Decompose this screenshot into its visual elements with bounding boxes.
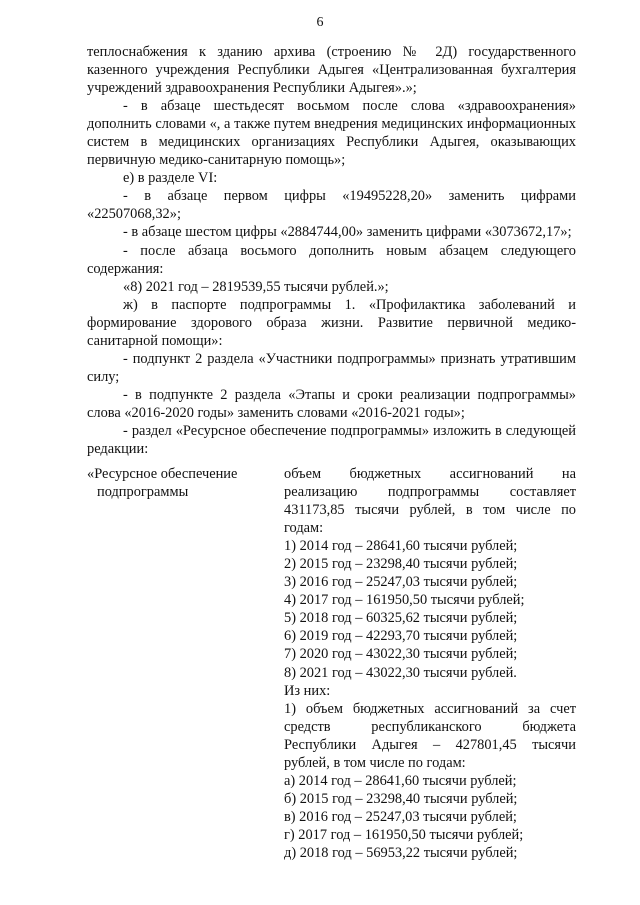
resource-label-column — [87, 465, 284, 862]
resource-value-column — [284, 465, 576, 862]
year-item: 3) 2016 год – 25247,03 тысячи рублей; — [284, 574, 518, 591]
republic-year-item: а) 2014 год – 28641,60 тысячи рублей; — [284, 772, 517, 789]
republic-budget-intro: 1) объем бюджетных ассигнований за счет средств республиканского бюджета Республики Адыгея – 427801,45 тысячи рублей, в том числе по годам: — [284, 700, 576, 771]
resource-provision-table — [87, 465, 576, 862]
paragraph-2021-total: «8) 2021 год – 2819539,55 тысячи рублей.»; — [123, 278, 389, 295]
resource-label-line1: «Ресурсное обеспечение — [87, 466, 238, 482]
year-item: 5) 2018 год – 60325,62 тысячи рублей; — [284, 610, 518, 627]
republic-year-item: д) 2018 год – 56953,22 тысячи рублей; — [284, 844, 518, 861]
paragraph-after-eighth-abzac: - после абзаца восьмого дополнить новым абзацем следующего содержания: — [87, 242, 576, 277]
year-item: 1) 2014 год – 28641,60 тысячи рублей; — [284, 538, 518, 555]
document-body — [87, 43, 576, 458]
republic-year-item: в) 2016 год – 25247,03 тысячи рублей; — [284, 808, 517, 825]
page-number: 6 — [316, 15, 324, 30]
paragraph-subprogram-passport: ж) в паспорте подпрограммы 1. «Профилактика заболеваний и формирование здорового образа жизни. Развитие первичной медико-санитарной помощи»: — [87, 296, 576, 349]
paragraph-resource-section: - раздел «Ресурсное обеспечение подпрограммы» изложить в следующей редакции: — [87, 422, 576, 458]
resource-intro: объем бюджетных ассигнований на реализацию подпрограммы составляет 431173,85 тысячи рублей, в том числе по годам: — [284, 466, 576, 537]
paragraph-participants: - подпункт 2 раздела «Участники подпрограммы» признать утратившим силу; — [87, 350, 576, 385]
paragraph-68th-abzac: - в абзаце шестьдесят восьмом после слова «здравоохранения» дополнить словами «, а также путем внедрения медицинских информационных систем в медицинских организациях Республики Адыгея, оказывающих первичную медико-санитарную помощь»; — [87, 98, 576, 169]
year-item: 6) 2019 год – 42293,70 тысячи рублей; — [284, 628, 518, 645]
republic-year-item: б) 2015 год – 23298,40 тысячи рублей; — [284, 790, 518, 807]
paragraph-first-abzac-digits: - в абзаце первом цифры «19495228,20» заменить цифрами «22507068,32»; — [87, 188, 576, 223]
year-item: 2) 2015 год – 23298,40 тысячи рублей; — [284, 556, 518, 573]
republic-year-item: г) 2017 год – 161950,50 тысячи рублей; — [284, 826, 524, 843]
year-item: 7) 2020 год – 43022,30 тысячи рублей; — [284, 646, 518, 663]
of-them-label: Из них: — [284, 682, 331, 699]
year-item: 8) 2021 год – 43022,30 тысячи рублей. — [284, 664, 517, 681]
paragraph-sixth-abzac-digits: - в абзаце шестом цифры «2884744,00» заменить цифрами «3073672,17»; — [123, 224, 572, 241]
paragraph-archive: теплоснабжения к зданию архива (строению № 2Д) государственного казенного учреждения Республики Адыгея «Централизованная бухгалтерия учреждений здравоохранения Республики Адыгея».»; — [87, 44, 576, 97]
paragraph-section-vi: е) в разделе VI: — [123, 170, 218, 187]
year-item: 4) 2017 год – 161950,50 тысячи рублей; — [284, 592, 525, 609]
resource-label-line2: подпрограммы — [97, 484, 189, 501]
paragraph-stages-terms: - в подпункте 2 раздела «Этапы и сроки реализации подпрограммы» слова «2016-2020 годы» заменить словами «2016-2021 годы»; — [87, 386, 576, 421]
